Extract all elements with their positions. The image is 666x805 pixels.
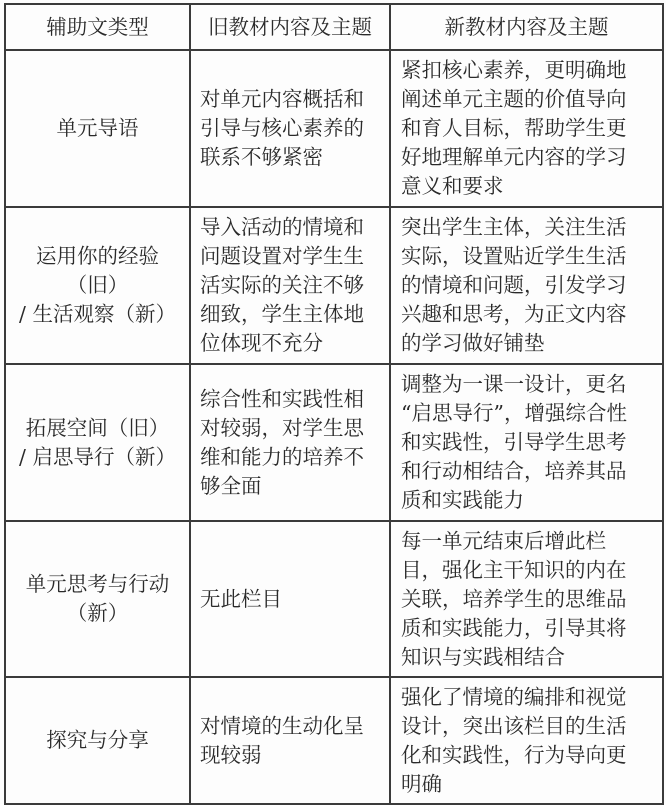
cell-line: 和实践性，引导学生思考 xyxy=(401,430,627,454)
type-cell xyxy=(5,677,190,804)
header-new: 新教材内容及主题 xyxy=(390,4,663,50)
cell-line: 质和实践能力 xyxy=(401,488,524,512)
header-old: 旧教材内容及主题 xyxy=(190,4,390,50)
cell-line: 对单元内容概括和 xyxy=(200,87,364,111)
cell-line: 紧扣核心素养，更明确地 xyxy=(401,58,627,82)
old-content-cell xyxy=(190,677,390,804)
table-row xyxy=(5,50,663,207)
cell-line: 实际，设置贴近学生生活 xyxy=(401,244,627,268)
new-content-cell xyxy=(390,521,663,677)
old-content-cell xyxy=(190,50,390,207)
old-content-cell xyxy=(190,364,390,521)
table-row xyxy=(5,677,663,804)
cell-line: 联系不够紧密 xyxy=(200,145,323,169)
cell-line: 对较弱，对学生思 xyxy=(200,415,364,440)
cell-line: 强化了情境的编排和视觉 xyxy=(401,684,627,709)
table-row xyxy=(5,207,663,364)
type-cell xyxy=(5,50,190,207)
cell-line: 维和能力的培养不 xyxy=(200,444,364,469)
table-row xyxy=(5,521,663,677)
cell-line: 和行动相结合，培养其品 xyxy=(401,459,627,483)
cell-line: 单元思考与行动 xyxy=(25,572,170,596)
cell-line: 质和实践能力，引导其将 xyxy=(401,615,627,640)
type-cell xyxy=(5,364,190,521)
old-content-cell xyxy=(190,521,390,677)
cell-line: 好地理解单元内容的学习 xyxy=(401,145,627,169)
cell-line: 单元导语 xyxy=(56,116,139,140)
cell-line: 关联，培养学生的思维品 xyxy=(401,586,627,611)
new-content-cell xyxy=(390,50,663,207)
cell-line: 突出学生主体，关注生活 xyxy=(401,215,627,239)
cell-line: （旧） xyxy=(66,273,129,297)
cell-line: 目，强化主干知识的内在 xyxy=(401,557,627,582)
cell-line: 每一单元结束后增此栏 xyxy=(401,528,606,553)
old-content-cell xyxy=(190,207,390,364)
cell-line: 综合性和实践性相 xyxy=(200,386,364,411)
cell-line: 的学习做好铺垫 xyxy=(401,331,545,355)
cell-line: 知识与实践相结合 xyxy=(401,644,565,669)
cell-line: 意义和要求 xyxy=(401,174,504,198)
header-type: 辅助文类型 xyxy=(5,4,190,50)
new-content-cell xyxy=(390,364,663,521)
cell-line: （新） xyxy=(66,601,129,625)
table-row xyxy=(5,364,663,521)
new-content-cell xyxy=(390,677,663,804)
comparison-table xyxy=(4,3,664,805)
cell-line: 兴趣和思考，为正文内容 xyxy=(401,302,627,326)
cell-line: 位体现不充分 xyxy=(200,331,323,355)
cell-line: / 启思导行（新） xyxy=(19,444,176,469)
cell-line: 引导与核心素养的 xyxy=(200,116,364,140)
cell-line: 探究与分享 xyxy=(46,728,149,752)
cell-line: 明确 xyxy=(401,771,442,796)
new-content-cell xyxy=(390,207,663,364)
type-cell xyxy=(5,207,190,364)
type-cell xyxy=(5,521,190,677)
cell-line: 拓展空间（旧） xyxy=(25,415,170,440)
cell-line: 无此栏目 xyxy=(200,586,282,611)
cell-line: 问题设置对学生生 xyxy=(200,244,364,268)
cell-line: 阐述单元主题的价值导向 xyxy=(401,87,627,111)
cell-line: 活实际的关注不够 xyxy=(200,273,364,297)
cell-line: 设计，突出该栏目的生活 xyxy=(401,713,627,738)
cell-line: 细致，学生主体地 xyxy=(200,302,364,326)
cell-line: 够全面 xyxy=(200,473,262,498)
cell-line: 对情境的生动化呈 xyxy=(200,713,364,738)
cell-line: “启思导行”，增强综合性 xyxy=(401,401,627,425)
cell-line: 化和实践性，行为导向更 xyxy=(401,742,627,767)
cell-line: 导入活动的情境和 xyxy=(200,215,364,239)
cell-line: 的情境和问题，引发学习 xyxy=(401,273,627,297)
cell-line: 现较弱 xyxy=(200,742,262,767)
cell-line: 和育人目标，帮助学生更 xyxy=(401,116,627,140)
cell-line: / 生活观察（新） xyxy=(19,302,176,326)
header-row xyxy=(5,4,663,50)
cell-line: 调整为一课一设计，更名 xyxy=(401,372,627,396)
cell-line: 运用你的经验 xyxy=(36,244,159,268)
